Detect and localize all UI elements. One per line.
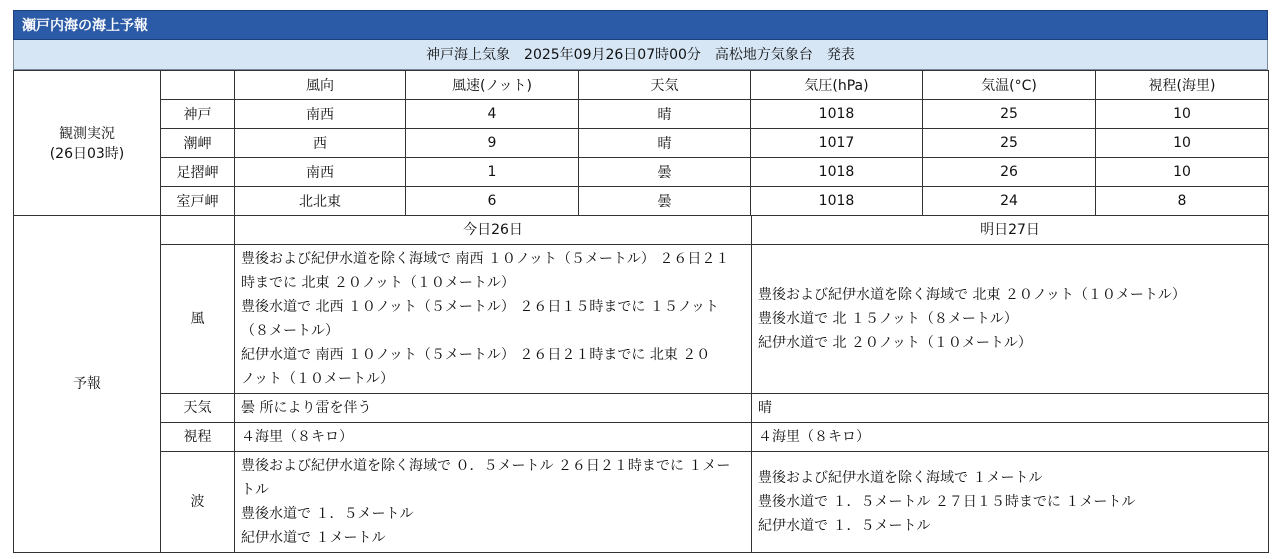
place-header-empty	[161, 71, 235, 100]
item-label-waves: 波	[161, 452, 235, 553]
cell: 1017	[751, 129, 923, 158]
issued-info: 神戸海上気象 2025年09月26日07時00分 高松地方気象台 発表	[13, 40, 1268, 70]
text-line: 豊後および紀伊水道を除く海域で ０．５メートル ２６日２１時までに １メー	[241, 458, 731, 474]
item-label-wind: 風	[161, 245, 235, 394]
place-name: 神戸	[161, 100, 235, 129]
cell: 6	[406, 187, 579, 216]
text-line: 豊後水道で 北西 １０ノット（５メートル） ２６日１５時までに １５ノット	[241, 299, 719, 315]
forecast-row-weather	[14, 394, 1269, 423]
wind-tomorrow	[752, 245, 1269, 394]
text-line: 紀伊水道で １．５メートル	[758, 518, 931, 534]
text-line: トル	[241, 482, 269, 498]
text-line: （８メートル）	[241, 323, 339, 339]
waves-tomorrow	[752, 452, 1269, 553]
cell: 北北東	[235, 187, 406, 216]
cell: 8	[1096, 187, 1269, 216]
cell: 曇	[579, 158, 751, 187]
cell: 1018	[751, 100, 923, 129]
cell: 南西	[235, 100, 406, 129]
item-header-empty	[161, 216, 235, 245]
text-line: 豊後および紀伊水道を除く海域で 南西 １０ノット（５メートル） ２６日２１	[241, 251, 730, 267]
cell: 曇	[579, 187, 751, 216]
col-header: 気圧(hPa)	[751, 71, 923, 100]
col-header: 風向	[235, 71, 406, 100]
cell: 4	[406, 100, 579, 129]
cell: 晴	[579, 129, 751, 158]
cell: 1	[406, 158, 579, 187]
forecast-row-waves	[14, 452, 1269, 553]
forecast-label: 予報	[14, 216, 161, 553]
text-line: 豊後水道で １．５メートル ２７日１５時までに １メートル	[758, 494, 1136, 510]
table-row	[14, 129, 1269, 158]
text-line: 紀伊水道で 北 ２０ノット（１０メートル）	[758, 335, 1032, 351]
col-header: 天気	[579, 71, 751, 100]
col-header: 風速(ノット)	[406, 71, 579, 100]
forecast-table	[13, 215, 1269, 553]
place-name: 潮岬	[161, 129, 235, 158]
cell: 西	[235, 129, 406, 158]
observation-label	[14, 71, 161, 216]
cell: 25	[923, 100, 1096, 129]
table-row	[14, 187, 1269, 216]
table-row	[14, 158, 1269, 187]
visibility-today: ４海里（８キロ）	[235, 423, 752, 452]
text-line: 豊後水道で 北 １５ノット（８メートル）	[758, 311, 1018, 327]
cell: 晴	[579, 100, 751, 129]
wind-today	[235, 245, 752, 394]
observation-table	[13, 70, 1269, 216]
text-line: 豊後および紀伊水道を除く海域で 北東 ２０ノット（１０メートル）	[758, 287, 1186, 303]
cell: 10	[1096, 158, 1269, 187]
observation-header-row	[14, 71, 1269, 100]
item-label-visibility: 視程	[161, 423, 235, 452]
text-line: 紀伊水道で １メートル	[241, 530, 386, 546]
col-header: 気温(°C)	[923, 71, 1096, 100]
text-line: ノット（１０メートル）	[241, 371, 395, 387]
place-name: 足摺岬	[161, 158, 235, 187]
visibility-tomorrow: ４海里（８キロ）	[752, 423, 1269, 452]
cell: 25	[923, 129, 1096, 158]
forecast-row-visibility	[14, 423, 1269, 452]
cell: 1018	[751, 158, 923, 187]
marine-forecast-panel	[13, 10, 1268, 553]
place-name: 室戸岬	[161, 187, 235, 216]
table-row	[14, 100, 1269, 129]
day-header-today: 今日26日	[235, 216, 752, 245]
cell: 24	[923, 187, 1096, 216]
observation-label-title: 観測実況	[59, 126, 115, 142]
cell: 26	[923, 158, 1096, 187]
cell: 1018	[751, 187, 923, 216]
text-line: 紀伊水道で 南西 １０ノット（５メートル） ２６日２１時までに 北東 ２０	[241, 347, 711, 363]
cell: 10	[1096, 100, 1269, 129]
cell: 10	[1096, 129, 1269, 158]
observation-label-time: (26日03時)	[49, 146, 125, 162]
cell: 9	[406, 129, 579, 158]
col-header: 視程(海里)	[1096, 71, 1269, 100]
text-line: 時までに 北東 ２０ノット（１０メートル）	[241, 275, 515, 291]
panel-title: 瀬戸内海の海上予報	[13, 10, 1268, 40]
day-header-tomorrow: 明日27日	[752, 216, 1269, 245]
text-line: 豊後および紀伊水道を除く海域で １メートル	[758, 470, 1043, 486]
text-line: 豊後水道で １．５メートル	[241, 506, 414, 522]
forecast-header-row	[14, 216, 1269, 245]
waves-today	[235, 452, 752, 553]
cell: 南西	[235, 158, 406, 187]
weather-tomorrow: 晴	[752, 394, 1269, 423]
weather-today: 曇 所により雷を伴う	[235, 394, 752, 423]
forecast-row-wind	[14, 245, 1269, 394]
item-label-weather: 天気	[161, 394, 235, 423]
